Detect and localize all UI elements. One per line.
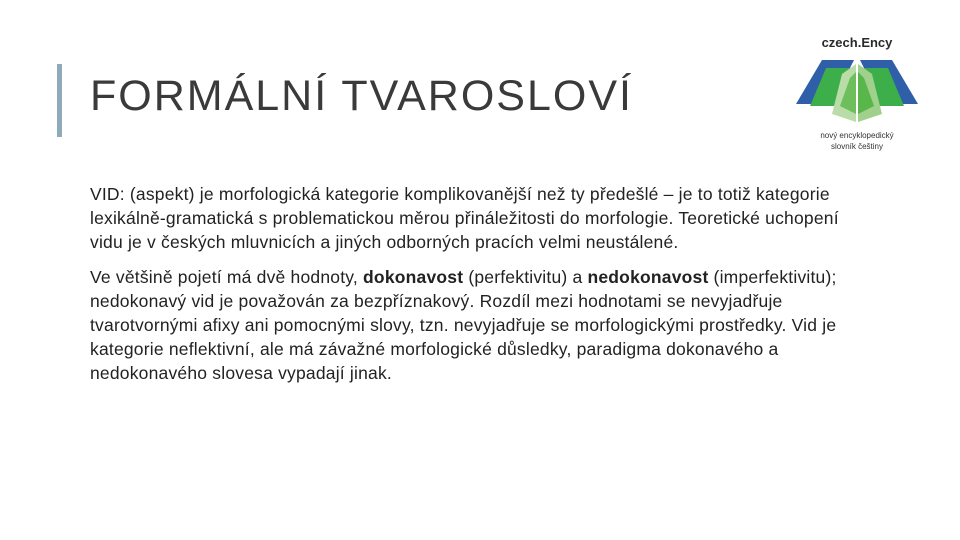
slide-body <box>90 182 850 396</box>
paragraph-vid-values <box>90 265 850 385</box>
p2-text-e: (imperfektivitu); nedokonavý vid je považován za bezpříznakový. Rozdíl mezi hodnotami se nevyjadřuje tvarotvornými afixy ani pomocnými slovy, tzn. nevyjadřuje se morfologickými prostředky. Vid je kategorie neflektivní, ale má závažné morfologické důsledky, paradigma dokonavého a nedokonavého slovesa vypadají jinak. <box>90 267 837 383</box>
p2-text-c: (perfektivitu) a <box>463 267 588 287</box>
p2-text-a: Ve většině pojetí má dvě hodnoty, <box>90 267 364 287</box>
slide-title: FORMÁLNÍ TVAROSLOVÍ <box>90 72 633 120</box>
logo-name: czech.Ency <box>821 35 893 50</box>
title-accent-bar <box>57 64 62 137</box>
logo-subtitle-line2: slovník češtiny <box>830 142 884 151</box>
term-nedokonavost: nedokonavost <box>587 267 709 287</box>
book-icon <box>792 56 922 128</box>
logo-subtitle-line1: nový encyklopedický <box>820 131 894 140</box>
paragraph-vid-definition: VID: (aspekt) je morfologická kategorie komplikovanější než ty předešlé – je to totiž kategorie lexikálně-gramatická s problematickou měrou přináležitosti do morfologie. Teoretické uchopení vidu je v českých mluvnicích a jiných odborných pracích velmi neustálené. <box>90 184 839 252</box>
term-dokonavost: dokonavost <box>363 267 464 287</box>
logo-subtitle <box>792 130 922 152</box>
czechency-logo <box>792 30 922 155</box>
